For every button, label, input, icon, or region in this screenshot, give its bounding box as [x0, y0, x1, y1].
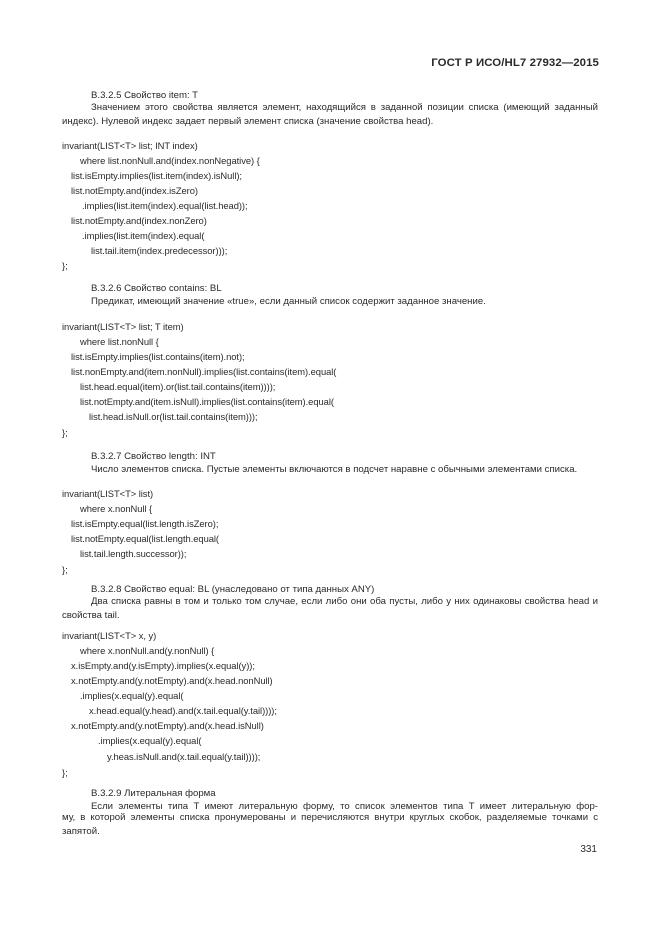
section-title: B.3.2.8 Свойство equal: BL (унаследовано от типа данных ANY) [91, 584, 375, 595]
section-paragraph: Значением этого свойства является элемент, находящийся в заданной позиции списка (имеющий заданный индекс). Нулевой индекс задает первый элемент списка (значение свойства head). [62, 102, 598, 128]
code-line: where list.nonNull { [80, 336, 159, 347]
code-line: where x.nonNull { [80, 503, 153, 514]
section-paragraph: му, в которой элементы списка пронумерованы и перечисляются внутри круглых скобок, разделяемые точками с запятой. [62, 812, 598, 838]
section-title: B.3.2.9 Литеральная форма [91, 788, 216, 799]
code-line: y.heas.isNull.and(x.tail.equal(y.tail)))); [107, 751, 261, 762]
section-paragraph: Предикат, имеющий значение «true», если данный список содержит заданное значение. [91, 296, 486, 307]
code-line: .implies(list.item(index).equal(list.head)); [82, 200, 248, 211]
code-line: x.notEmpty.and(y.notEmpty).and(x.head.nonNull) [71, 675, 273, 686]
code-line: invariant(LIST<T> list; INT index) [62, 140, 198, 151]
code-line: list.notEmpty.and(item.isNull).implies(list.contains(item).equal( [80, 396, 334, 407]
code-line: where x.nonNull.and(y.nonNull) { [80, 645, 215, 656]
code-line: list.isEmpty.implies(list.contains(item).not); [71, 351, 245, 362]
code-line: list.notEmpty.and(index.isZero) [71, 185, 198, 196]
code-line: list.tail.length.successor)); [80, 548, 187, 559]
page-number: 331 [580, 844, 597, 855]
code-line: .implies(x.equal(y).equal( [80, 690, 184, 701]
section-paragraph: Число элементов списка. Пустые элементы включаются в подсчет наравне с обычными элементами списка. [91, 464, 578, 475]
code-line: invariant(LIST<T> list; T item) [62, 321, 184, 332]
code-line: list.tail.item(index.predecessor))); [91, 245, 228, 256]
code-line: x.isEmpty.and(y.isEmpty).implies(x.equal(y)); [71, 660, 255, 671]
code-line: list.notEmpty.and(index.nonZero) [71, 215, 207, 226]
code-line: list.isEmpty.equal(list.length.isZero); [71, 518, 219, 529]
document-header: ГОСТ Р ИСО/HL7 27932—2015 [431, 57, 599, 69]
code-line: list.notEmpty.equal(list.length.equal( [71, 533, 220, 544]
code-line: list.nonEmpty.and(item.nonNull).implies(list.contains(item).equal( [71, 366, 337, 377]
code-line: list.head.equal(item).or(list.tail.contains(item)))); [80, 381, 276, 392]
section-title: B.3.2.6 Свойство contains: BL [91, 283, 222, 294]
code-line: }; [62, 767, 68, 778]
code-line: where list.nonNull.and(index.nonNegative) { [80, 155, 260, 166]
section-paragraph: Два списка равны в том и только том случае, если либо они оба пусты, либо у них одинаковы свойства head и свойства tail. [62, 596, 598, 622]
code-line: invariant(LIST<T> list) [62, 488, 154, 499]
section-title: B.3.2.5 Свойство item: T [91, 90, 199, 101]
code-line: }; [62, 260, 68, 271]
section-title: B.3.2.7 Свойство length: INT [91, 451, 216, 462]
code-line: x.notEmpty.and(y.notEmpty).and(x.head.isNull) [71, 720, 264, 731]
code-line: .implies(x.equal(y).equal( [98, 735, 202, 746]
code-line: }; [62, 564, 68, 575]
code-line: }; [62, 427, 68, 438]
code-line: .implies(list.item(index).equal( [82, 230, 205, 241]
code-line: list.head.isNull.or(list.tail.contains(item))); [89, 411, 258, 422]
section-paragraph: Если элементы типа T имеют литеральную форму, то список элементов типа T имеет литеральную фор- [91, 801, 598, 812]
code-line: invariant(LIST<T> x, y) [62, 630, 157, 641]
code-line: list.isEmpty.implies(list.item(index).isNull); [71, 170, 242, 181]
code-line: x.head.equal(y.head).and(x.tail.equal(y.tail)))); [89, 705, 277, 716]
